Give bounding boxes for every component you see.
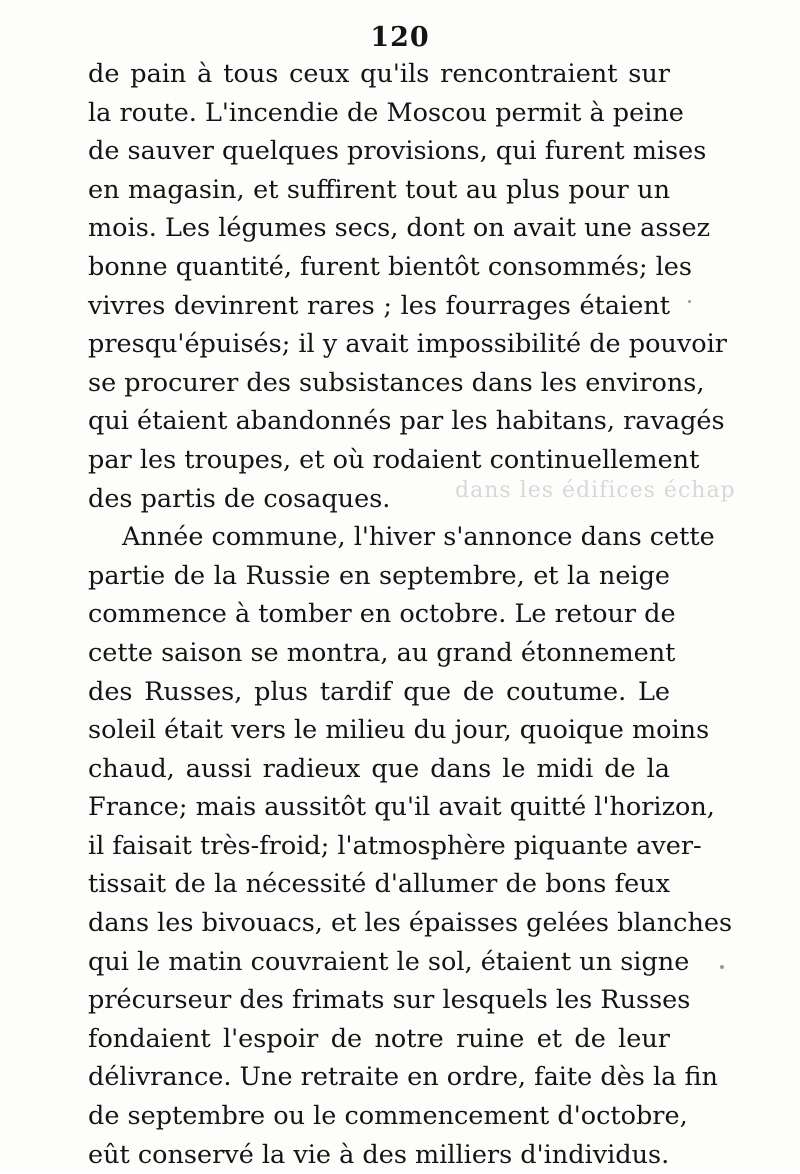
text-line: précurseur des frimats sur lesquels les Russes bbox=[88, 985, 691, 1016]
text-line: France; mais aussitôt qu'il avait quitté l'horizon, bbox=[88, 792, 715, 823]
text-line: dans les bivouacs, et les épaisses gelées blanches bbox=[88, 908, 733, 939]
text-line: commence à tomber en octobre. Le retour de bbox=[88, 599, 676, 630]
body-text bbox=[88, 55, 733, 1174]
show-through-ghost-text: dans les édifices échap bbox=[455, 478, 736, 503]
paper-speck bbox=[688, 300, 691, 303]
text-line: des Russes, plus tardif que de coutume. Le bbox=[88, 676, 670, 707]
text-line: en magasin, et suffirent tout au plus pour un bbox=[88, 174, 670, 205]
text-line: se procurer des subsistances dans les environs, bbox=[88, 367, 705, 398]
text-line: eût conservé la vie à des milliers d'individus. bbox=[88, 1139, 670, 1170]
text-line: qui étaient abandonnés par les habitans, ravagés bbox=[88, 406, 725, 437]
text-line: chaud, aussi radieux que dans le midi de la bbox=[88, 753, 670, 784]
text-line: délivrance. Une retraite en ordre, faite dès la fin bbox=[88, 1062, 718, 1093]
text-line: bonne quantité, furent bientôt consommés; les bbox=[88, 251, 692, 282]
text-line: presqu'épuisés; il y avait impossibilité de pouvoir bbox=[88, 329, 727, 360]
text-line: mois. Les légumes secs, dont on avait une assez bbox=[88, 213, 711, 244]
text-line: par les troupes, et où rodaient continuellement bbox=[88, 444, 700, 475]
paper-speck bbox=[720, 965, 724, 969]
text-line: vivres devinrent rares ; les fourrages étaient bbox=[88, 290, 670, 321]
text-line: soleil était vers le milieu du jour, quoique moins bbox=[88, 715, 710, 746]
text-line: cette saison se montra, au grand étonnement bbox=[88, 637, 676, 668]
text-line: partie de la Russie en septembre, et la neige bbox=[88, 560, 670, 591]
text-line: tissait de la nécessité d'allumer de bons feux bbox=[88, 869, 670, 900]
text-line: de sauver quelques provisions, qui furent mises bbox=[88, 136, 707, 167]
text-line: fondaient l'espoir de notre ruine et de leur bbox=[88, 1023, 670, 1054]
paragraph-start-line: Année commune, l'hiver s'annonce dans cette bbox=[122, 522, 715, 553]
text-line: la route. L'incendie de Moscou permit à peine bbox=[88, 97, 684, 128]
page-number: 120 bbox=[370, 22, 430, 53]
text-line: de pain à tous ceux qu'ils rencontraient sur bbox=[88, 59, 670, 89]
text-line: il faisait très-froid; l'atmosphère piquante aver- bbox=[88, 830, 702, 861]
text-line: qui le matin couvraient le sol, étaient un signe bbox=[88, 946, 690, 977]
paragraph-end-line: des partis de cosaques. bbox=[88, 483, 391, 514]
text-line: de septembre ou le commencement d'octobre, bbox=[88, 1101, 688, 1132]
